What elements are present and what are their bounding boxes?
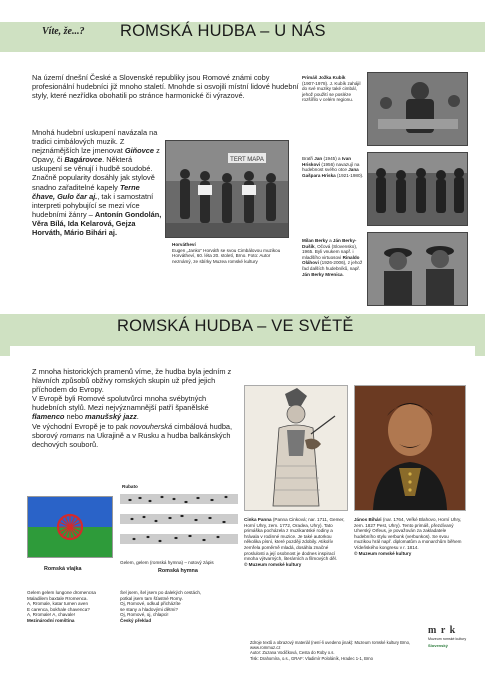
band-sign: TERT MAPA xyxy=(230,157,264,163)
intro-paragraph: Na území dnešní České a Slovenské republiky jsou Romové známi coby profesionální hudebníci již mnoho staletí. Mnohde si osvojili místní lidové hudební styly, které nezřídka obohatili po stránce harmonické či výrazové. xyxy=(32,73,299,101)
page-title: ROMSKÁ HUDBA – U NÁS xyxy=(120,22,326,40)
romani-lyrics: Gelem gelem lungone dromencsa Maladilem baxtale Rromenca. A, Rromale, katar tumen aven E carenca, bokhale chavenca? A, Rromale! A, chavale! xyxy=(27,590,96,618)
anthem-caption-small: Gelem, gelem (romská hymna) – notový zápis xyxy=(120,560,214,565)
hrisko-photo xyxy=(367,152,468,226)
romani-flag xyxy=(27,496,113,558)
mrk-logo-org: Muzeum romské kultury xyxy=(428,637,467,641)
section2-paragraph: Z mnoha historických pramenů víme, že hudba byla jedním z hlavních způsobů obživy romských skupin už před jejich příchodem do Evropy. V Evropě byli Romové spolutvůrci mnoha svébytných hudebních stylů. Mezi nejvýznamnější patří španělské flamenco nebo manušský jazz. Ve východní Evropě je to pak novouherská cimbálová hudba, sborový romans na Ukrajině a v Rusku a hudba balkánských dechových souborů. xyxy=(32,367,233,449)
anthem-sheet-music xyxy=(120,484,238,556)
romani-lyrics-block xyxy=(27,590,117,624)
chakra-wheel-icon xyxy=(58,515,82,539)
band-photo-illustration xyxy=(166,141,289,238)
footer-credits xyxy=(250,640,422,661)
horvathevi-caption: Horvátheví Eugen „Janko“ Horváth se svou Cimbálovou muzikou Horvátheví, 60. léta 20. století, Brno. Foto: Autor neznámý, ze sbírky Muzea romské kultury xyxy=(172,242,281,264)
section2-title: ROMSKÁ HUDBA – VE SVĚTĚ xyxy=(117,317,354,335)
hrisko-photo-illustration xyxy=(368,153,468,226)
berky-caption: Milan Berky a Ján Berky-Dušík, Očová (Slovensko), 1965. Byli vnukem např. i mladšího virtuosovi Rinaldo Oláhovi (1926-2006), z jehož řad dalších hudebníků, např. Ján Berky Mrenica. xyxy=(302,238,363,277)
mrk-logo-letters: m r k xyxy=(428,625,457,636)
vite-ze-label: Víte, že...? xyxy=(42,26,85,37)
flag-caption: Romská vlajka xyxy=(44,566,82,572)
top-margin xyxy=(0,0,485,22)
bottom-margin xyxy=(0,676,485,700)
partner-logo: Slovenský xyxy=(428,643,448,648)
janos-bihari-portrait xyxy=(354,385,466,511)
czech-lyrics-credit: Český překlad xyxy=(120,617,152,623)
janos-bihari-caption: János Bihári (nar. 1764, Veľké Blahovo, Horní Uhry, zem. 1827 Pest, Uhry). Tento primáš, přezdívaný Uherský Orfeus, je považován za zakladatele hudebního stylu verbunk (verbunkos). Se svou muzikou hrál např. diplomatům a monarchům během Vídeňského kongresu v r. 1814. © Muzeum romské kultury xyxy=(354,517,462,556)
cinka-panna-caption: Cinka Panna (Panna Cinková; nar. 1711, Gemer, Horní Uhry, zem. 1772, Oradea, Uhry). Tato primáška pocházela z muzikantské rodiny a hrávala v rodinné muzice. Je také autorkou několika písní, které později zdobily. Atikolív zemřela poměrně mladá, dosáhla značné proslulosti a její osobnost je dodnes inspirací mnoha výtvarných, literárních a filmových děl. © Muzeum romské kultury xyxy=(244,517,345,567)
music-groups-paragraph: Mnohá hudební uskupení navázala na tradici cimbálových muzik. Z nejznámějších lze jmenovat Giňovce z Opavy, či Bagárovce. Některá uskupení se věnují i hudbě soudobé. Značně popularity dosáhly jak stylově snadno zařaditelné kapely Terne čhave, Gulo čar aj., tak i samostatní interpreti pohybující se mezi více hudebními žánry – Antonín Gondolán, Věra Bílá, Ida Kelarová, Gejza Horváth, Mário Bihári aj. xyxy=(32,128,162,238)
cinka-panna-portrait xyxy=(244,385,348,511)
berky-photo xyxy=(367,232,468,306)
music-staves-illustration xyxy=(120,491,238,557)
berky-photo-illustration xyxy=(368,233,468,306)
janos-bihari-illustration xyxy=(355,386,465,510)
cinka-panna-illustration xyxy=(245,386,347,510)
tempo-label: Rubato xyxy=(122,484,138,489)
hrisko-caption: Bratři Jan (1945) a Ivan Hriskovi (1956) navazují na hudebnost svého otce Jana Gašpara Hriska (1921-1980). xyxy=(302,156,364,178)
czech-lyrics-block xyxy=(120,590,244,624)
mrk-logo xyxy=(428,626,468,670)
footer-text: Zdroje textů a obrazový materiál (není-li uvedeno jinak): Muzeum romské kultury Brno, www.rommuz.cz Autor: Zuzana Vodičková, Cesta do Roby o.s. Tisk: Drahomíra, o.s., GRAF: Vladimír Pololáník, Hradec 1-1, Brno xyxy=(250,640,411,661)
romani-lyrics-credit: Mezinárodní romština xyxy=(27,617,75,623)
romani-flag-illustration xyxy=(28,497,112,557)
kubik-caption: Primáš Jožka Kubík (1907-1978). J. Kubík zahájil do své muziky také cimbál, jehož použití se posléze rozšířilo v celém regionu. xyxy=(302,75,361,103)
czech-lyrics: Šel jsem, šel jsem po dalekých cestách, potkal jsem tam šťastné Romy. Oj, Romové, odkud přicházíte se stany a hladovými dětmi? Oj, Romové, oj, chlapci! xyxy=(120,590,202,618)
anthem-caption: Romská hymna xyxy=(158,568,198,574)
horvathevi-photo xyxy=(165,140,289,238)
kubik-photo-illustration xyxy=(368,73,468,146)
kubik-photo xyxy=(367,72,468,146)
